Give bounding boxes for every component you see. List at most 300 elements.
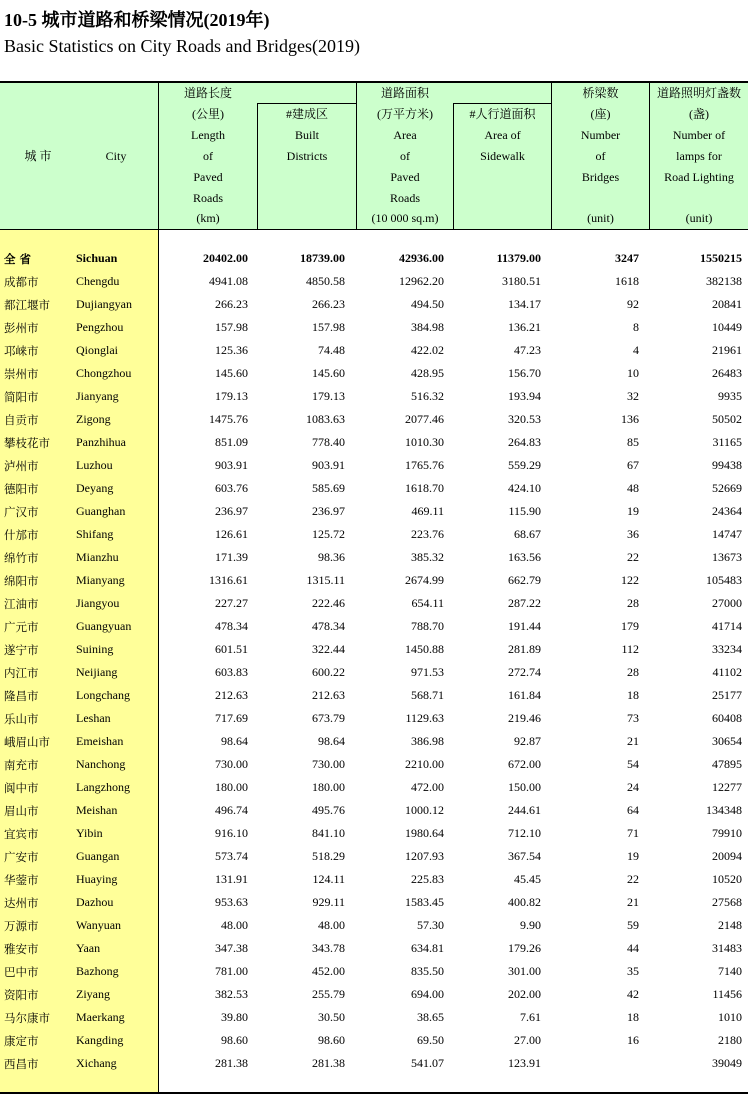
road-area-cell: 12962.20 bbox=[399, 274, 444, 288]
bridges-cell: 36 bbox=[627, 527, 639, 541]
built-districts-cell: 30.50 bbox=[318, 1010, 345, 1024]
built-districts-cell: 518.29 bbox=[312, 849, 345, 863]
road-length-cell: 730.00 bbox=[215, 757, 248, 771]
city-name-en: Guanghan bbox=[76, 504, 126, 518]
road-length-cell: 601.51 bbox=[215, 642, 248, 656]
built-districts-cell: 255.79 bbox=[312, 987, 345, 1001]
table-row bbox=[0, 1029, 748, 1052]
city-name-en: Longchang bbox=[76, 688, 130, 702]
lamps-cell: 99438 bbox=[712, 458, 742, 472]
road-area-cell: 422.02 bbox=[411, 343, 444, 357]
road-area-cell: 428.95 bbox=[411, 366, 444, 380]
road-length-cell: 717.69 bbox=[215, 711, 248, 725]
road-area-cell: 788.70 bbox=[411, 619, 444, 633]
city-name-en: Panzhihua bbox=[76, 435, 126, 449]
bridges-cell: 67 bbox=[627, 458, 639, 472]
bridges-cell: 35 bbox=[627, 964, 639, 978]
bridges-cell: 64 bbox=[627, 803, 639, 817]
city-name-en: Leshan bbox=[76, 711, 111, 725]
lamps-cell: 105483 bbox=[706, 573, 742, 587]
lamps-cell: 79910 bbox=[712, 826, 742, 840]
header-bridges-en-1: Number bbox=[580, 128, 621, 142]
lamps-cell: 41102 bbox=[712, 665, 742, 679]
city-name-cn: 彭州市 bbox=[4, 321, 39, 335]
header-road-length-unit: (km) bbox=[196, 211, 220, 225]
lamps-cell: 52669 bbox=[712, 481, 742, 495]
city-name-cn: 宜宾市 bbox=[4, 827, 39, 841]
built-districts-cell: 98.60 bbox=[318, 1033, 345, 1047]
bridges-cell: 28 bbox=[627, 665, 639, 679]
built-districts-cell: 730.00 bbox=[312, 757, 345, 771]
city-name-en: Neijiang bbox=[76, 665, 118, 679]
city-name-en: Guangan bbox=[76, 849, 120, 863]
header-road-length-cn: 道路长度 bbox=[183, 86, 232, 100]
city-name-en: Nanchong bbox=[76, 757, 126, 771]
built-districts-cell: 281.38 bbox=[312, 1056, 345, 1070]
lamps-cell: 27568 bbox=[712, 895, 742, 909]
built-districts-cell: 903.91 bbox=[312, 458, 345, 472]
bridges-cell: 92 bbox=[627, 297, 639, 311]
road-area-cell: 1583.45 bbox=[405, 895, 444, 909]
built-districts-cell: 74.48 bbox=[318, 343, 345, 357]
road-area-cell: 568.71 bbox=[411, 688, 444, 702]
lamps-cell: 31165 bbox=[712, 435, 742, 449]
header-bridges-en-2: of bbox=[595, 149, 606, 163]
city-name-en: Dujiangyan bbox=[76, 297, 132, 311]
city-name-cn: 南充市 bbox=[4, 758, 39, 772]
built-districts-cell: 929.11 bbox=[312, 895, 345, 909]
road-area-cell: 1129.63 bbox=[405, 711, 444, 725]
lamps-cell: 12277 bbox=[712, 780, 742, 794]
road-area-cell: 472.00 bbox=[411, 780, 444, 794]
built-districts-cell: 673.79 bbox=[312, 711, 345, 725]
sidewalk-area-cell: 287.22 bbox=[508, 596, 541, 610]
road-length-cell: 953.63 bbox=[215, 895, 248, 909]
built-districts-cell: 1083.63 bbox=[306, 412, 345, 426]
lamps-cell: 30654 bbox=[712, 734, 742, 748]
sidewalk-area-cell: 202.00 bbox=[508, 987, 541, 1001]
road-area-cell: 654.11 bbox=[411, 596, 444, 610]
sidewalk-area-cell: 179.26 bbox=[508, 941, 541, 955]
page-title-cn: 10-5 城市道路和桥梁情况(2019年) bbox=[4, 10, 270, 30]
sidewalk-area-cell: 68.67 bbox=[514, 527, 541, 541]
built-districts-cell: 222.46 bbox=[312, 596, 345, 610]
lamps-cell: 24364 bbox=[712, 504, 742, 518]
road-length-cell: 382.53 bbox=[215, 987, 248, 1001]
road-length-cell: 180.00 bbox=[215, 780, 248, 794]
city-name-en: Yibin bbox=[76, 826, 103, 840]
bridges-cell: 24 bbox=[627, 780, 639, 794]
table-header bbox=[0, 83, 748, 229]
city-name-en: Sichuan bbox=[76, 251, 118, 265]
city-name-en: Maerkang bbox=[76, 1010, 125, 1024]
table-row bbox=[0, 615, 748, 638]
city-name-en: Meishan bbox=[76, 803, 118, 817]
table-row bbox=[0, 684, 748, 707]
city-name-cn: 广安市 bbox=[4, 850, 39, 864]
road-area-cell: 2674.99 bbox=[405, 573, 444, 587]
road-length-cell: 573.74 bbox=[215, 849, 248, 863]
built-districts-cell: 48.00 bbox=[318, 918, 345, 932]
sidewalk-area-cell: 11379.00 bbox=[496, 251, 541, 265]
header-road-length-en-3: Paved bbox=[193, 170, 223, 184]
table-row bbox=[0, 868, 748, 891]
bridges-cell: 18 bbox=[627, 1010, 639, 1024]
bridges-cell: 179 bbox=[621, 619, 639, 633]
header-built-districts-en-1: Built bbox=[294, 128, 319, 142]
sidewalk-area-cell: 27.00 bbox=[514, 1033, 541, 1047]
city-name-en: Langzhong bbox=[76, 780, 130, 794]
city-name-cn: 德阳市 bbox=[4, 482, 39, 496]
city-name-en: Suining bbox=[76, 642, 114, 656]
city-name-cn: 雅安市 bbox=[4, 942, 39, 956]
bridges-cell: 32 bbox=[627, 389, 639, 403]
road-area-cell: 385.32 bbox=[411, 550, 444, 564]
lamps-cell: 60408 bbox=[712, 711, 742, 725]
road-area-cell: 42936.00 bbox=[399, 251, 444, 265]
header-lamps-en-2: lamps for bbox=[676, 149, 722, 163]
road-length-cell: 125.36 bbox=[215, 343, 248, 357]
built-districts-cell: 495.76 bbox=[312, 803, 345, 817]
road-length-cell: 347.38 bbox=[215, 941, 248, 955]
city-name-cn: 达州市 bbox=[4, 896, 39, 910]
sidewalk-area-cell: 244.61 bbox=[508, 803, 541, 817]
header-road-length-unit-cn: (公里) bbox=[192, 107, 224, 121]
lamps-cell: 1010 bbox=[718, 1010, 742, 1024]
header-road-area-en-1: Area bbox=[393, 128, 417, 142]
lamps-cell: 382138 bbox=[706, 274, 742, 288]
road-area-cell: 225.83 bbox=[411, 872, 444, 886]
sidewalk-area-cell: 264.83 bbox=[508, 435, 541, 449]
bridges-cell: 22 bbox=[627, 550, 639, 564]
sidewalk-area-cell: 156.70 bbox=[508, 366, 541, 380]
sidewalk-area-cell: 559.29 bbox=[508, 458, 541, 472]
built-districts-cell: 778.40 bbox=[312, 435, 345, 449]
bridges-cell: 112 bbox=[621, 642, 639, 656]
table-row bbox=[0, 937, 748, 960]
sidewalk-area-cell: 9.90 bbox=[520, 918, 541, 932]
province-total-row bbox=[0, 247, 748, 270]
sidewalk-area-cell: 47.23 bbox=[514, 343, 541, 357]
bridges-cell: 48 bbox=[627, 481, 639, 495]
road-area-cell: 386.98 bbox=[411, 734, 444, 748]
road-length-cell: 916.10 bbox=[215, 826, 248, 840]
header-road-length-en-1: Length bbox=[191, 128, 225, 142]
road-length-cell: 20402.00 bbox=[203, 251, 248, 265]
road-area-cell: 223.76 bbox=[411, 527, 444, 541]
lamps-cell: 39049 bbox=[712, 1056, 742, 1070]
city-name-cn: 江油市 bbox=[4, 597, 39, 611]
city-name-cn: 康定市 bbox=[4, 1034, 39, 1048]
city-name-en: Jianyang bbox=[76, 389, 119, 403]
header-built-districts-en-2: Districts bbox=[286, 149, 328, 163]
built-districts-cell: 125.72 bbox=[312, 527, 345, 541]
city-name-cn: 什邡市 bbox=[4, 528, 39, 542]
road-length-cell: 39.80 bbox=[221, 1010, 248, 1024]
sidewalk-area-cell: 115.90 bbox=[508, 504, 541, 518]
built-districts-cell: 236.97 bbox=[312, 504, 345, 518]
table-row bbox=[0, 1052, 748, 1075]
city-name-en: Dazhou bbox=[76, 895, 114, 909]
city-name-cn: 简阳市 bbox=[4, 390, 39, 404]
table-row bbox=[0, 546, 748, 569]
bridges-cell: 1618 bbox=[615, 274, 639, 288]
built-districts-cell: 18739.00 bbox=[300, 251, 345, 265]
city-name-cn: 广元市 bbox=[4, 620, 39, 634]
table-row bbox=[0, 914, 748, 937]
city-name-en: Ziyang bbox=[76, 987, 110, 1001]
road-area-cell: 1980.64 bbox=[405, 826, 444, 840]
road-area-cell: 1000.12 bbox=[405, 803, 444, 817]
road-area-cell: 694.00 bbox=[411, 987, 444, 1001]
sidewalk-area-cell: 163.56 bbox=[508, 550, 541, 564]
city-name-cn: 绵竹市 bbox=[4, 551, 39, 565]
header-road-area-unit: (10 000 sq.m) bbox=[371, 211, 439, 225]
road-length-cell: 4941.08 bbox=[209, 274, 248, 288]
table-row bbox=[0, 730, 748, 753]
city-name-cn: 攀枝花市 bbox=[4, 436, 50, 450]
city-name-cn: 隆昌市 bbox=[4, 689, 39, 703]
city-name-cn: 邛崃市 bbox=[4, 344, 39, 358]
lamps-cell: 27000 bbox=[712, 596, 742, 610]
header-sidewalk-cn: #人行道面积 bbox=[469, 107, 536, 121]
table-row bbox=[0, 408, 748, 431]
table-row bbox=[0, 569, 748, 592]
built-districts-cell: 157.98 bbox=[312, 320, 345, 334]
city-name-en: Qionglai bbox=[76, 343, 118, 357]
bridges-cell: 122 bbox=[621, 573, 639, 587]
city-name-cn: 阆中市 bbox=[4, 781, 39, 795]
lamps-cell: 10449 bbox=[712, 320, 742, 334]
bridges-cell: 42 bbox=[627, 987, 639, 1001]
built-districts-cell: 266.23 bbox=[312, 297, 345, 311]
sidewalk-area-cell: 367.54 bbox=[508, 849, 541, 863]
road-area-cell: 516.32 bbox=[411, 389, 444, 403]
city-name-cn: 西昌市 bbox=[4, 1057, 39, 1071]
table-row bbox=[0, 431, 748, 454]
road-area-cell: 541.07 bbox=[411, 1056, 444, 1070]
city-name-en: Jiangyou bbox=[76, 596, 120, 610]
lamps-cell: 9935 bbox=[718, 389, 742, 403]
header-lamps-en-1: Number of bbox=[672, 128, 726, 142]
table-row bbox=[0, 477, 748, 500]
table-row bbox=[0, 983, 748, 1006]
sidewalk-area-cell: 123.91 bbox=[508, 1056, 541, 1070]
built-districts-cell: 98.36 bbox=[318, 550, 345, 564]
road-length-cell: 1475.76 bbox=[209, 412, 248, 426]
city-name-en: Luzhou bbox=[76, 458, 113, 472]
header-lamps-unit: (unit) bbox=[685, 211, 713, 225]
city-name-en: Kangding bbox=[76, 1033, 124, 1047]
built-districts-cell: 124.11 bbox=[312, 872, 345, 886]
sidewalk-area-cell: 191.44 bbox=[508, 619, 541, 633]
road-length-cell: 179.13 bbox=[215, 389, 248, 403]
lamps-cell: 11456 bbox=[712, 987, 742, 1001]
road-length-cell: 48.00 bbox=[221, 918, 248, 932]
city-name-en: Chengdu bbox=[76, 274, 120, 288]
page-title-en: Basic Statistics on City Roads and Bridges(2019) bbox=[4, 36, 360, 56]
table-row bbox=[0, 316, 748, 339]
table-row bbox=[0, 523, 748, 546]
built-districts-cell: 841.10 bbox=[312, 826, 345, 840]
road-length-cell: 851.09 bbox=[215, 435, 248, 449]
sidewalk-area-cell: 219.46 bbox=[508, 711, 541, 725]
bridges-cell: 28 bbox=[627, 596, 639, 610]
bridges-cell: 10 bbox=[627, 366, 639, 380]
bridges-cell: 19 bbox=[627, 504, 639, 518]
city-name-cn: 自贡市 bbox=[4, 413, 39, 427]
road-length-cell: 236.97 bbox=[215, 504, 248, 518]
road-area-cell: 835.50 bbox=[411, 964, 444, 978]
built-districts-cell: 98.64 bbox=[318, 734, 345, 748]
lamps-cell: 33234 bbox=[712, 642, 742, 656]
road-area-cell: 494.50 bbox=[411, 297, 444, 311]
road-area-cell: 38.65 bbox=[417, 1010, 444, 1024]
bridges-cell: 59 bbox=[627, 918, 639, 932]
bridges-cell: 71 bbox=[627, 826, 639, 840]
table-row bbox=[0, 454, 748, 477]
city-name-cn: 内江市 bbox=[4, 666, 39, 680]
built-districts-cell: 4850.58 bbox=[306, 274, 345, 288]
city-name-en: Deyang bbox=[76, 481, 114, 495]
table-row bbox=[0, 638, 748, 661]
road-length-cell: 157.98 bbox=[215, 320, 248, 334]
road-area-cell: 1450.88 bbox=[405, 642, 444, 656]
lamps-cell: 2148 bbox=[718, 918, 742, 932]
city-name-en: Shifang bbox=[76, 527, 114, 541]
road-length-cell: 281.38 bbox=[215, 1056, 248, 1070]
bridges-cell: 54 bbox=[627, 757, 639, 771]
city-name-cn: 华蓥市 bbox=[4, 873, 39, 887]
city-name-en: Emeishan bbox=[76, 734, 124, 748]
built-districts-cell: 452.00 bbox=[312, 964, 345, 978]
road-length-cell: 478.34 bbox=[215, 619, 248, 633]
road-length-cell: 781.00 bbox=[215, 964, 248, 978]
lamps-cell: 20094 bbox=[712, 849, 742, 863]
header-lamps-cn: 道路照明灯盏数 bbox=[656, 86, 741, 100]
road-area-cell: 1618.70 bbox=[405, 481, 444, 495]
header-bridges-unit-cn: (座) bbox=[590, 107, 611, 121]
sidewalk-area-cell: 193.94 bbox=[508, 389, 541, 403]
bridges-cell: 85 bbox=[627, 435, 639, 449]
header-road-length-en-2: of bbox=[203, 149, 213, 163]
lamps-cell: 47895 bbox=[712, 757, 742, 771]
road-length-cell: 212.63 bbox=[215, 688, 248, 702]
table-row bbox=[0, 891, 748, 914]
road-length-cell: 126.61 bbox=[215, 527, 248, 541]
header-bridges-unit: (unit) bbox=[587, 211, 614, 225]
bridges-cell: 73 bbox=[627, 711, 639, 725]
city-name-cn: 马尔康市 bbox=[4, 1011, 50, 1025]
road-area-cell: 1207.93 bbox=[405, 849, 444, 863]
city-name-en: Guangyuan bbox=[76, 619, 132, 633]
lamps-cell: 31483 bbox=[712, 941, 742, 955]
bridges-cell: 136 bbox=[621, 412, 639, 426]
table-row bbox=[0, 339, 748, 362]
sidewalk-area-cell: 424.10 bbox=[508, 481, 541, 495]
sidewalk-area-cell: 136.21 bbox=[508, 320, 541, 334]
header-lamps-en-3: Road Lighting bbox=[664, 170, 734, 184]
city-name-cn: 泸州市 bbox=[4, 459, 39, 473]
sidewalk-area-cell: 320.53 bbox=[508, 412, 541, 426]
sidewalk-area-cell: 272.74 bbox=[508, 665, 541, 679]
road-length-cell: 903.91 bbox=[215, 458, 248, 472]
sidewalk-area-cell: 161.84 bbox=[508, 688, 541, 702]
city-name-cn: 万源市 bbox=[4, 919, 39, 933]
table-row bbox=[0, 270, 748, 293]
city-name-en: Pengzhou bbox=[76, 320, 124, 334]
lamps-cell: 41714 bbox=[712, 619, 742, 633]
city-name-en: Huaying bbox=[76, 872, 118, 886]
header-road-area-cn: 道路面积 bbox=[380, 86, 429, 100]
header-road-area-en-4: Roads bbox=[390, 191, 420, 205]
sidewalk-area-cell: 150.00 bbox=[508, 780, 541, 794]
lamps-cell: 134348 bbox=[706, 803, 742, 817]
table-row bbox=[0, 293, 748, 316]
bridges-cell: 18 bbox=[627, 688, 639, 702]
road-area-cell: 469.11 bbox=[411, 504, 444, 518]
table-row bbox=[0, 776, 748, 799]
city-name-cn: 遂宁市 bbox=[4, 643, 39, 657]
road-length-cell: 98.64 bbox=[221, 734, 248, 748]
road-length-cell: 145.60 bbox=[215, 366, 248, 380]
city-name-en: Chongzhou bbox=[76, 366, 132, 380]
sidewalk-area-cell: 301.00 bbox=[508, 964, 541, 978]
city-name-en: Xichang bbox=[76, 1056, 117, 1070]
city-name-cn: 绵阳市 bbox=[4, 574, 39, 588]
header-sidewalk-en-1: Area of bbox=[484, 128, 521, 142]
road-area-cell: 57.30 bbox=[417, 918, 444, 932]
bridges-cell: 21 bbox=[627, 734, 639, 748]
city-name-cn: 都江堰市 bbox=[4, 298, 50, 312]
lamps-cell: 20841 bbox=[712, 297, 742, 311]
header-road-area-en-2: of bbox=[400, 149, 410, 163]
sidewalk-area-cell: 662.79 bbox=[508, 573, 541, 587]
table-row bbox=[0, 362, 748, 385]
lamps-cell: 1550215 bbox=[700, 251, 742, 265]
header-road-length-en-4: Roads bbox=[193, 191, 223, 205]
city-name-en: Zigong bbox=[76, 412, 111, 426]
sidewalk-area-cell: 134.17 bbox=[508, 297, 541, 311]
bottom-rule bbox=[0, 1092, 748, 1094]
table-row bbox=[0, 799, 748, 822]
built-districts-cell: 600.22 bbox=[312, 665, 345, 679]
header-built-districts-cn: #建成区 bbox=[285, 107, 328, 121]
built-districts-cell: 145.60 bbox=[312, 366, 345, 380]
header-bridges-en-3: Bridges bbox=[581, 170, 620, 184]
city-name-cn: 巴中市 bbox=[4, 965, 39, 979]
road-length-cell: 496.74 bbox=[215, 803, 248, 817]
city-name-en: Wanyuan bbox=[76, 918, 122, 932]
header-road-area-en-3: Paved bbox=[390, 170, 420, 184]
city-name-en: Mianyang bbox=[76, 573, 125, 587]
sidewalk-area-cell: 281.89 bbox=[508, 642, 541, 656]
road-length-cell: 171.39 bbox=[215, 550, 248, 564]
lamps-cell: 26483 bbox=[712, 366, 742, 380]
table-row bbox=[0, 385, 748, 408]
city-name-cn: 眉山市 bbox=[4, 804, 39, 818]
road-length-cell: 131.91 bbox=[215, 872, 248, 886]
table-row bbox=[0, 753, 748, 776]
bridges-cell: 19 bbox=[627, 849, 639, 863]
table-row bbox=[0, 822, 748, 845]
table-row bbox=[0, 1006, 748, 1029]
lamps-cell: 14747 bbox=[712, 527, 742, 541]
road-length-cell: 266.23 bbox=[215, 297, 248, 311]
header-bridges-cn: 桥梁数 bbox=[582, 86, 619, 100]
built-districts-cell: 322.44 bbox=[312, 642, 345, 656]
road-length-cell: 603.76 bbox=[215, 481, 248, 495]
